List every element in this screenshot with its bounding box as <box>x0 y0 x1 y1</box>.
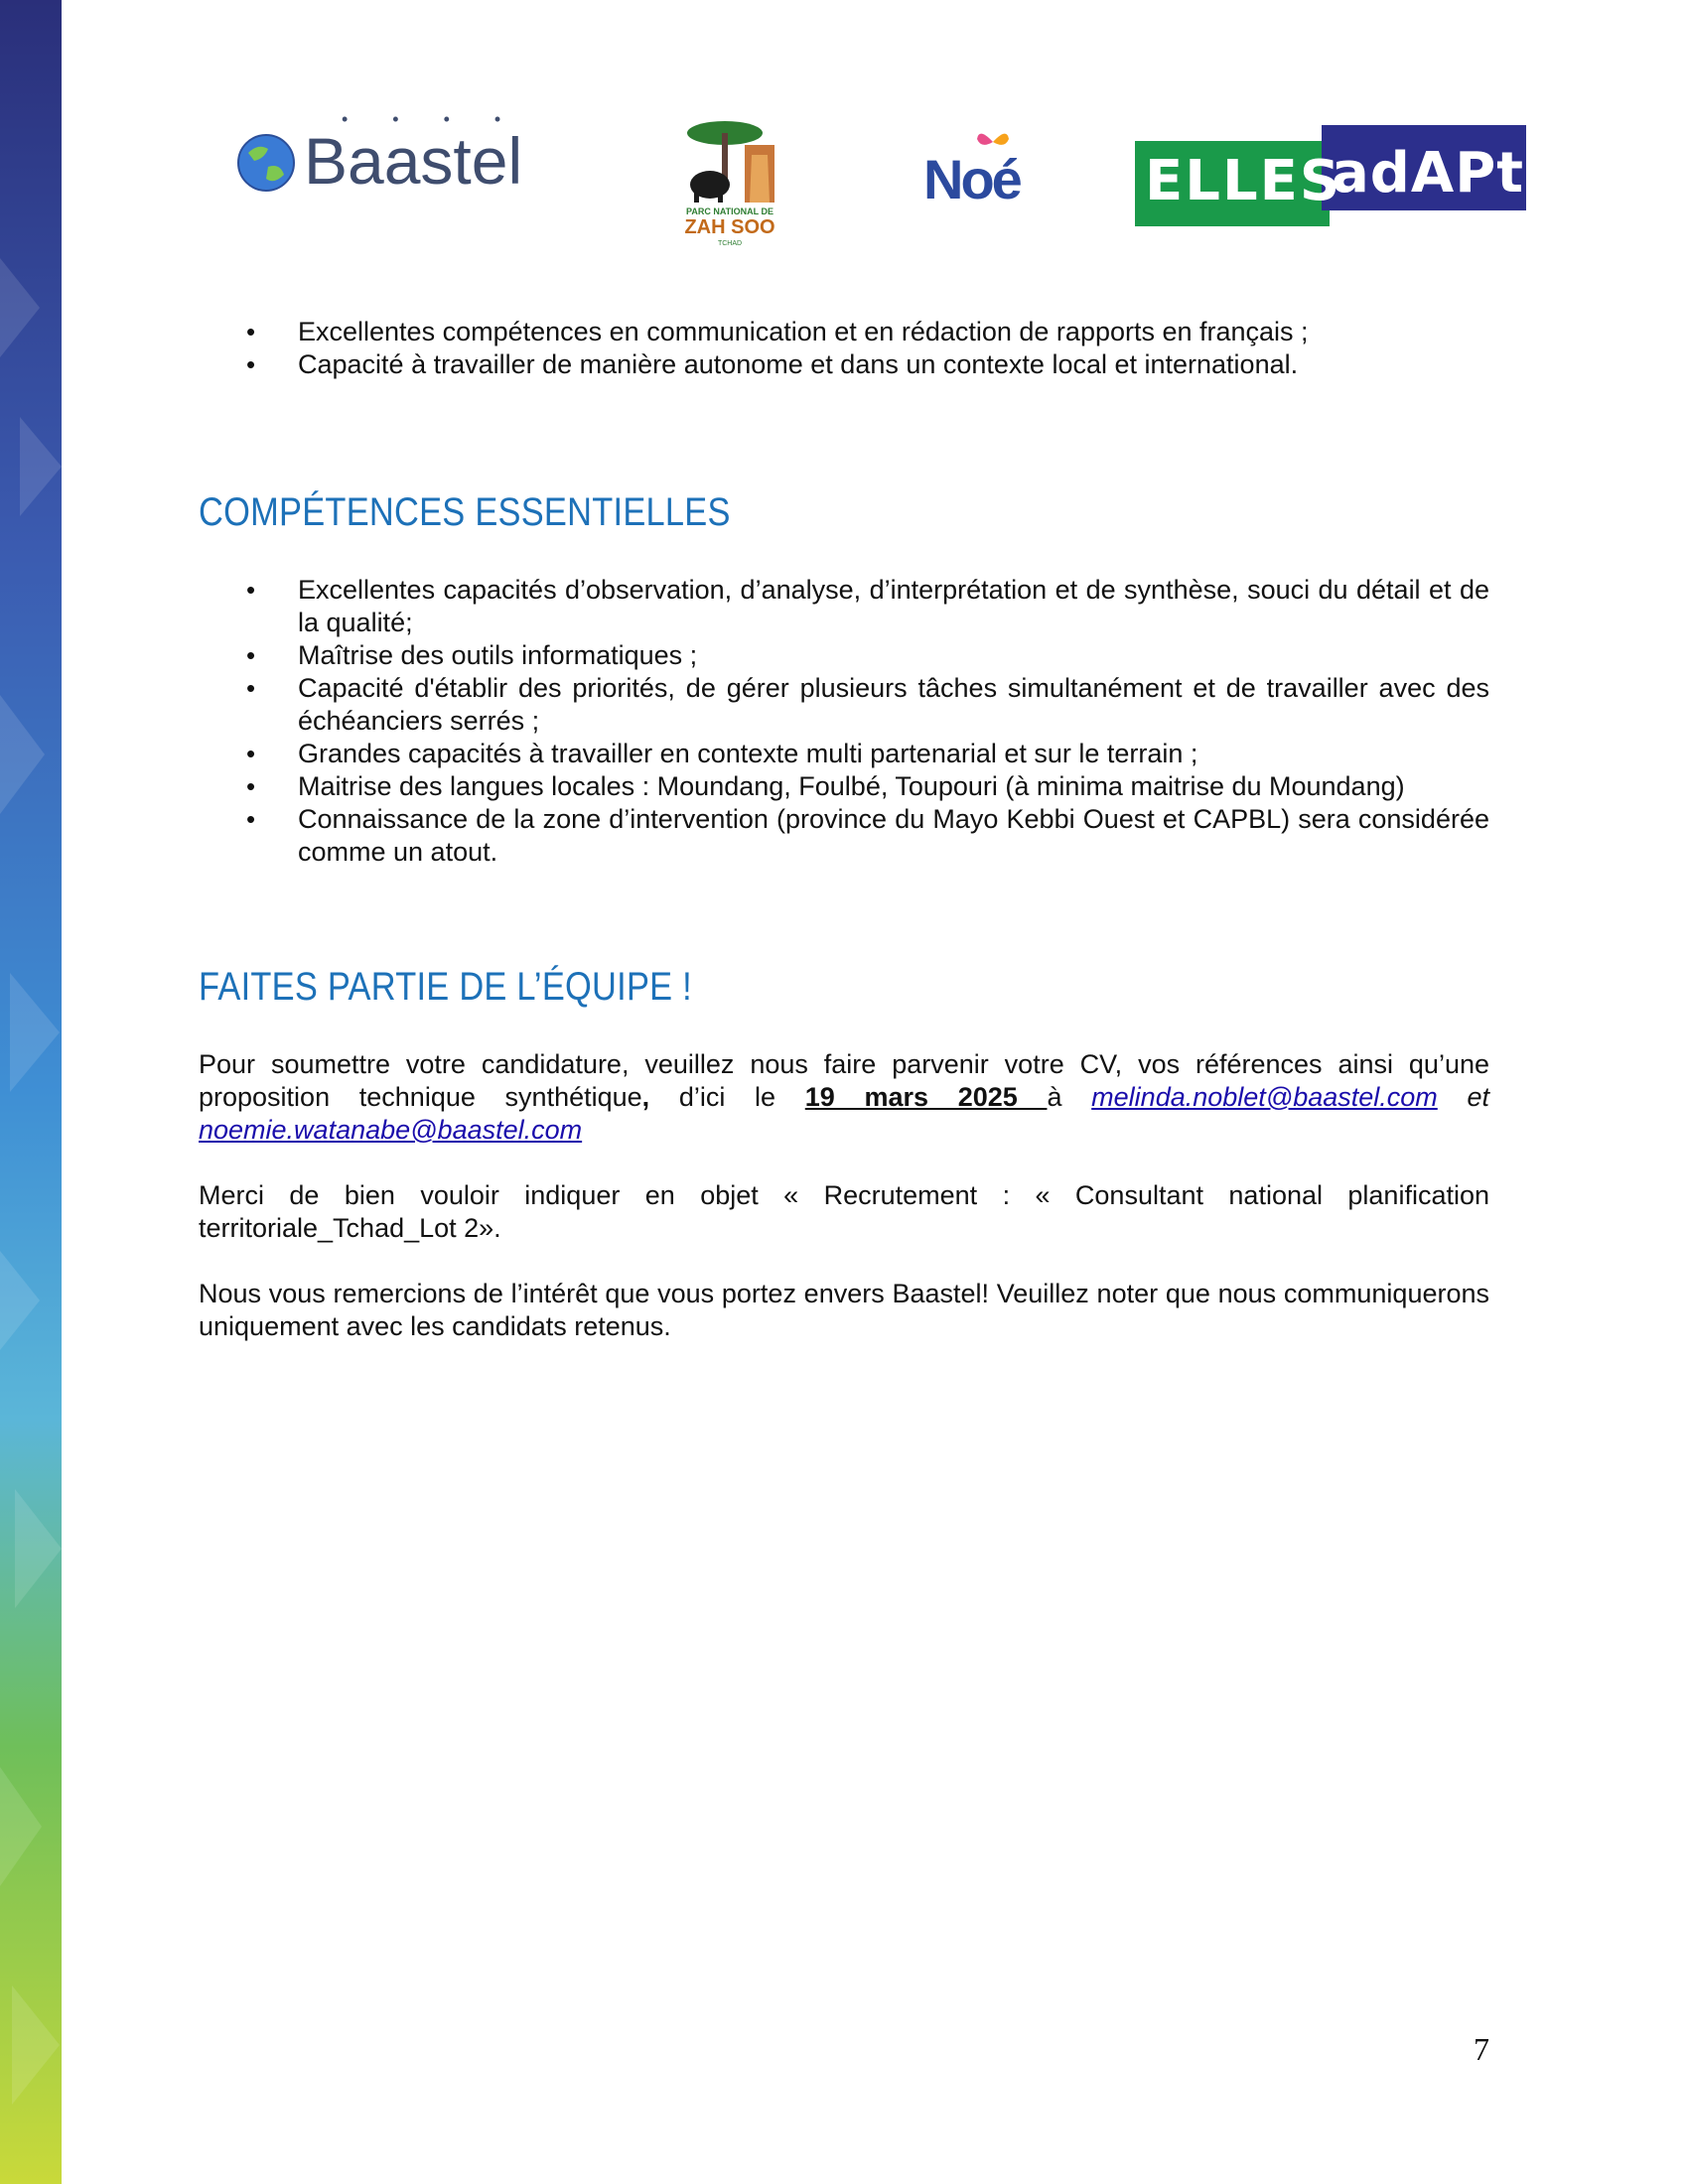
list-item: • Maîtrise des outils informatiques ; <box>199 639 1489 672</box>
paragraph-submit: Pour soumettre votre candidature, veuillez nous faire parvenir votre CV, vos références ainsi qu’une proposition technique synthétique, d’ici le 19 mars 2025 à melinda.noblet@baastel.com et noemie.watanabe@baastel.com <box>199 1049 1489 1145</box>
list-item: • Capacité à travailler de manière autonome et dans un contexte local et international. <box>199 348 1489 381</box>
list-item: • Grandes capacités à travailler en contexte multi partenarial et sur le terrain ; <box>199 738 1489 770</box>
section-title-competences: COMPÉTENCES ESSENTIELLES <box>199 490 731 534</box>
baastel-wordmark: Baastel <box>304 124 523 198</box>
elles-text: ELLES <box>1145 149 1342 213</box>
section-title-equipe: FAITES PARTIE DE L’ÉQUIPE ! <box>199 965 692 1009</box>
competences-bullet-list <box>199 574 1489 869</box>
baastel-stars: • • • • <box>342 109 521 129</box>
intro-bullet-list <box>199 316 1489 381</box>
partner-logos <box>228 109 1525 258</box>
page-number: 7 <box>1474 2031 1489 2067</box>
list-item: • Excellentes capacités d’observation, d’analyse, d’interprétation et de synthèse, souci du détail et de la qualité; <box>199 574 1489 639</box>
zah-soo-line2: ZAH SOO <box>684 216 775 238</box>
application-instructions <box>199 1048 1489 1343</box>
elles-adapt-logo <box>1135 125 1526 226</box>
adapt-text: adAPt <box>1332 141 1525 205</box>
globe-icon <box>234 131 298 195</box>
list-item: • Connaissance de la zone d’intervention (province du Mayo Kebbi Ouest et CAPBL) sera considérée comme un atout. <box>199 803 1489 869</box>
noe-logo <box>923 127 1043 226</box>
zah-soo-line3: TCHAD <box>717 240 743 247</box>
noe-wordmark: Noé <box>923 148 1020 210</box>
zah-soo-line1: PARC NATIONAL DE <box>685 206 774 216</box>
zah-soo-logo <box>675 115 784 254</box>
side-decoration-band <box>0 0 62 2184</box>
baastel-logo <box>234 109 552 199</box>
paragraph-thanks: Nous vous remercions de l’intérêt que vous portez envers Baastel! Veuillez noter que nous communiquerons uniquement avec les candidats retenus. <box>199 1279 1489 1341</box>
list-item: • Capacité d'établir des priorités, de gérer plusieurs tâches simultanément et de travailler avec des échéanciers serrés ; <box>199 672 1489 738</box>
list-item: • Maitrise des langues locales : Moundang, Foulbé, Toupouri (à minima maitrise du Moundang) <box>199 770 1489 803</box>
email-link-noemie[interactable]: noemie.watanabe@baastel.com <box>199 1115 583 1145</box>
list-item: • Excellentes compétences en communication et en rédaction de rapports en français ; <box>199 316 1489 348</box>
paragraph-subject: Merci de bien vouloir indiquer en objet « Recrutement : « Consultant national planification territoriale_Tchad_Lot 2». <box>199 1180 1489 1243</box>
email-link-melinda[interactable]: melinda.noblet@baastel.com <box>1091 1082 1438 1112</box>
acacia-elephant-icon <box>680 115 779 205</box>
deadline-date: 19 mars 2025 <box>804 1082 1048 1112</box>
